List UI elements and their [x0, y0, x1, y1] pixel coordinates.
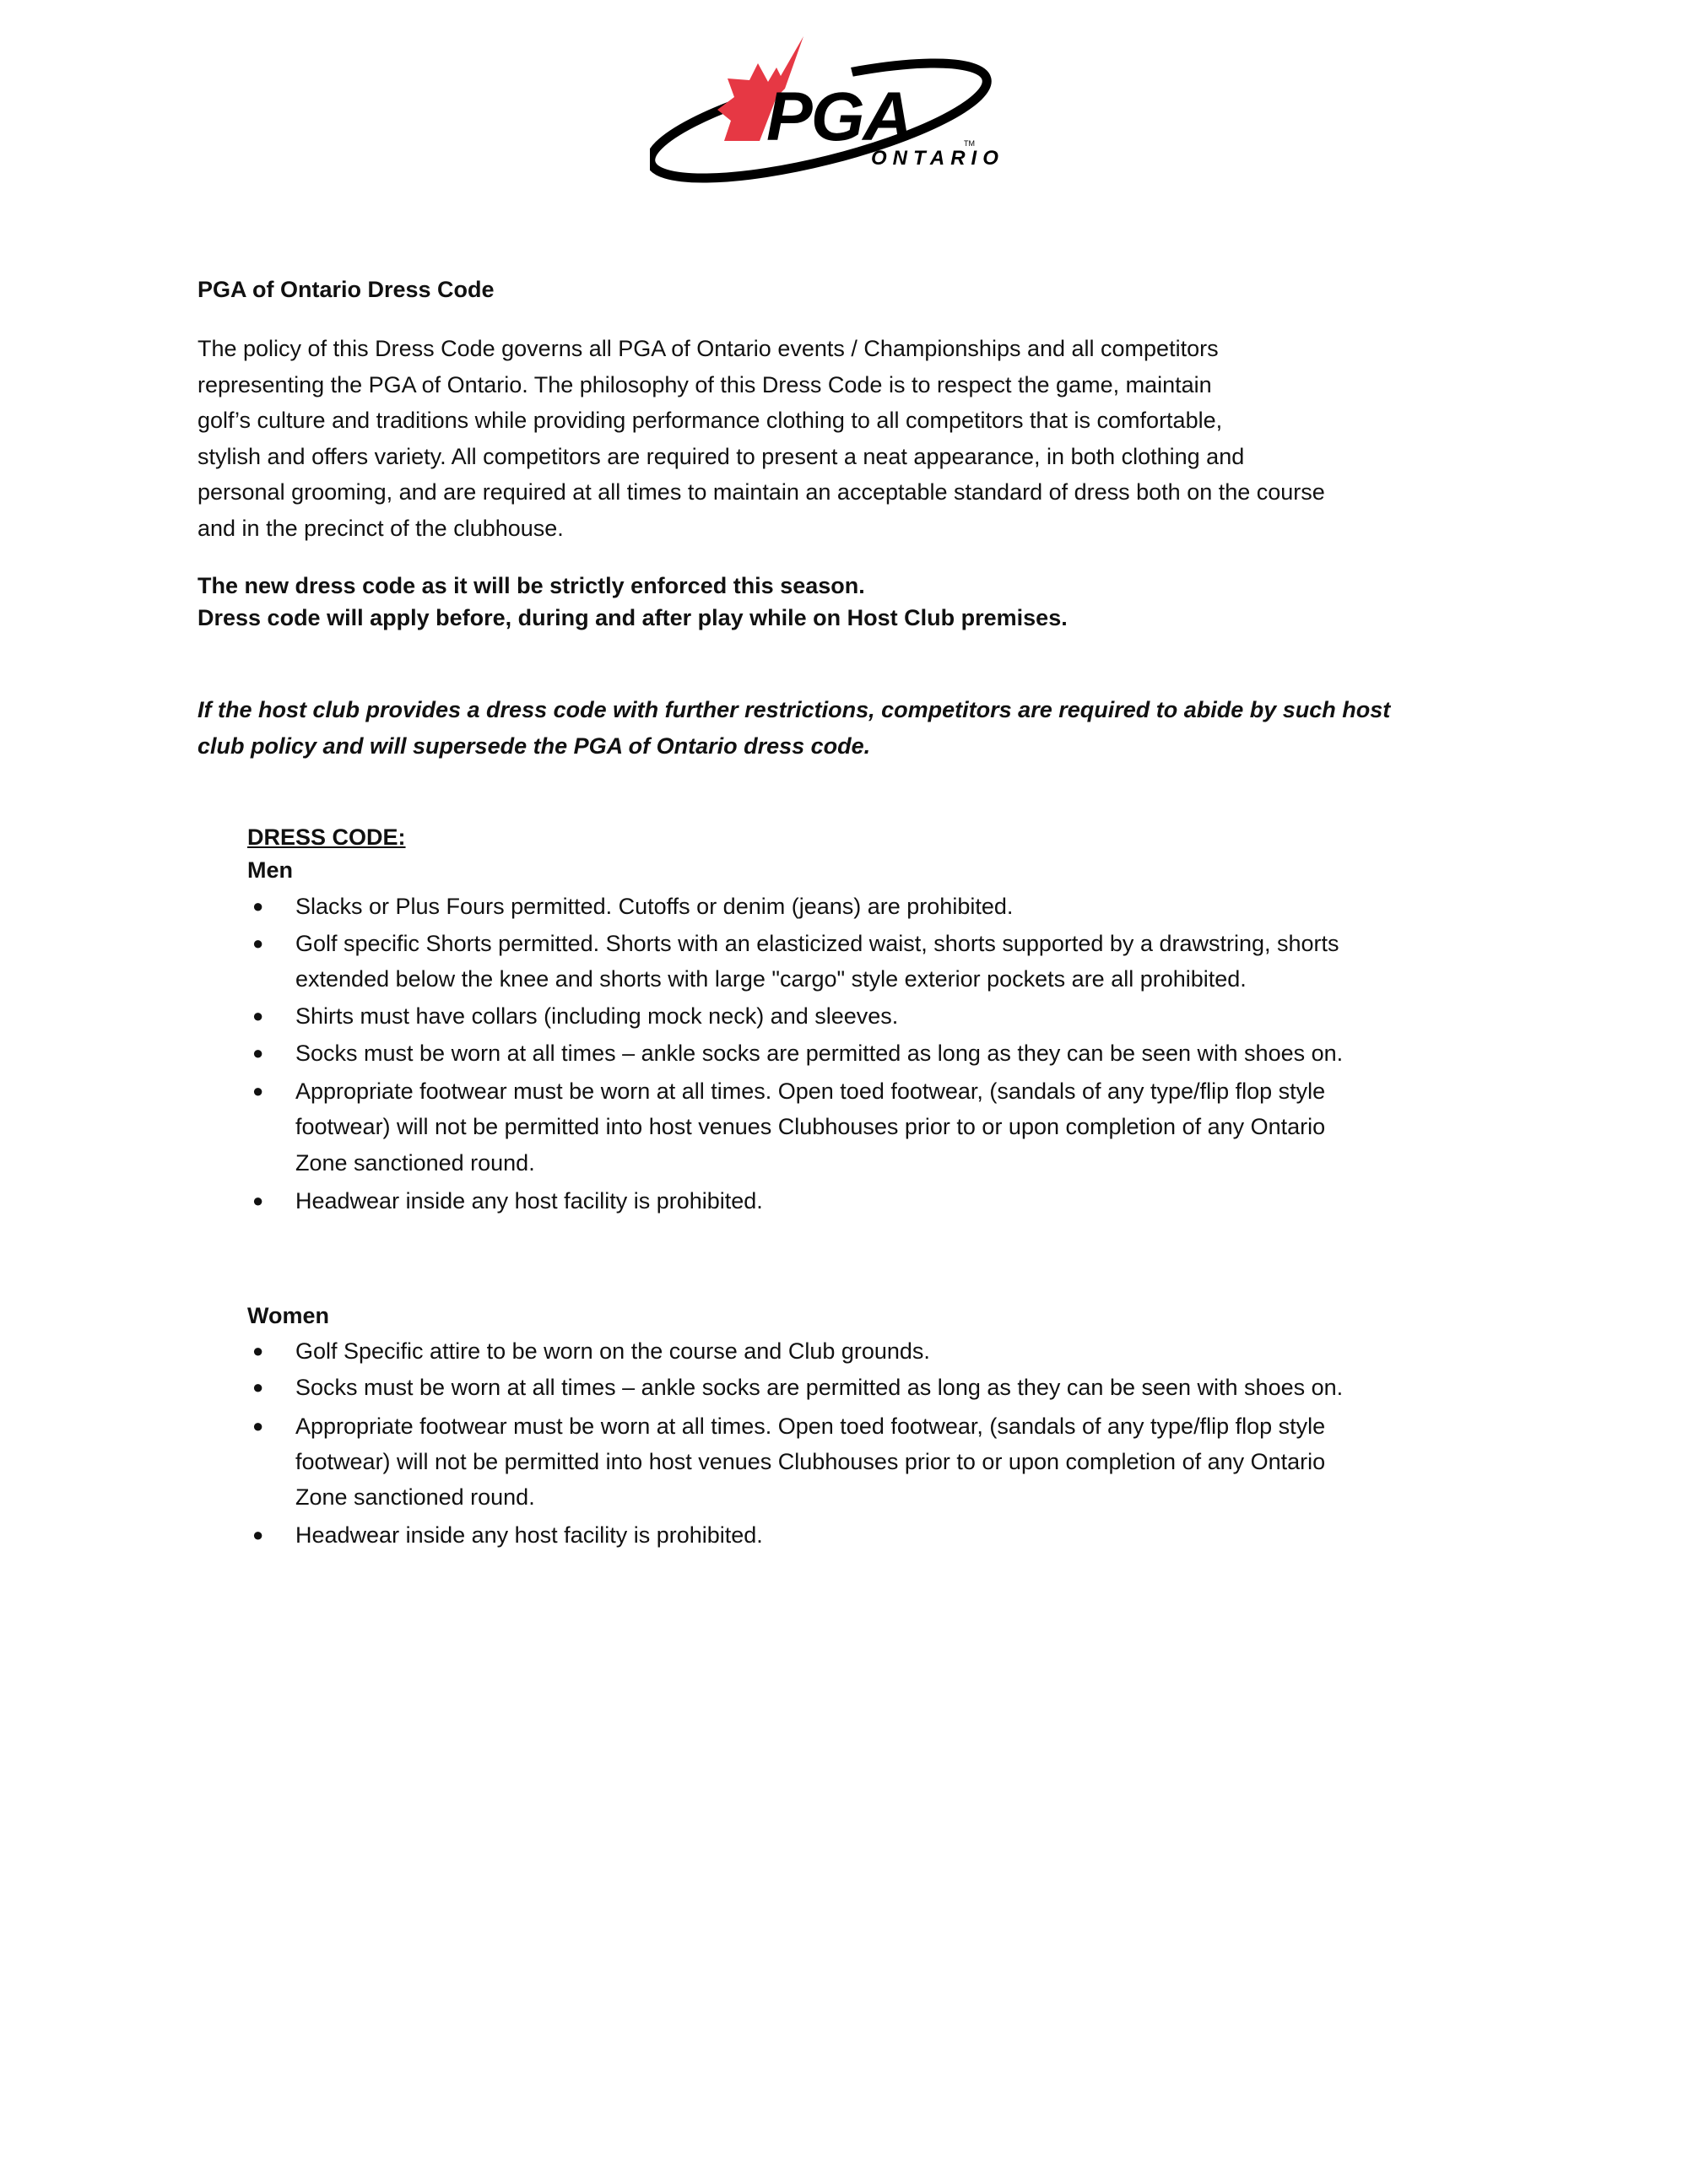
enforcement-notice-line: The new dress code as it will be strictly enforced this season. — [197, 573, 865, 598]
men-rule-item: Appropriate footwear must be worn at all times. Open toed footwear, (sandals of any type/flip flop style — [295, 1078, 1326, 1104]
men-rule-item: extended below the knee and shorts with large "cargo" style exterior pockets are all prohibited. — [295, 966, 1247, 992]
bullet-icon: ● — [252, 895, 264, 916]
document-title: PGA of Ontario Dress Code — [197, 277, 495, 302]
men-rule-item: Headwear inside any host facility is prohibited. — [295, 1188, 763, 1214]
women-rule-item: Socks must be worn at all times – ankle socks are permitted as long as they can be seen with shoes on. — [295, 1375, 1344, 1400]
bullet-icon: ● — [252, 1340, 264, 1361]
men-rule-item: Zone sanctioned round. — [295, 1150, 535, 1176]
logo-pga: PGA — [766, 78, 912, 155]
intro-paragraph-line: golf’s culture and traditions while providing performance clothing to all competitors that is comfortable, — [197, 408, 1223, 433]
women-rule-item: Headwear inside any host facility is prohibited. — [295, 1522, 763, 1548]
women-heading: Women — [247, 1303, 330, 1328]
women-rule-item: Golf Specific attire to be worn on the course and Club grounds. — [295, 1338, 930, 1364]
bullet-icon: ● — [252, 1005, 264, 1026]
bullet-icon: ● — [252, 1042, 264, 1063]
men-rule-item: Shirts must have collars (including mock neck) and sleeves. — [295, 1003, 899, 1029]
men-rule-item: Slacks or Plus Fours permitted. Cutoffs or denim (jeans) are prohibited. — [295, 894, 1014, 919]
intro-paragraph-line: The policy of this Dress Code governs all PGA of Ontario events / Championships and all competitors — [197, 336, 1219, 361]
women-rule-item: Appropriate footwear must be worn at all times. Open toed footwear, (sandals of any type/flip flop style — [295, 1414, 1326, 1439]
intro-paragraph-line: representing the PGA of Ontario. The philosophy of this Dress Code is to respect the game, maintain — [197, 372, 1212, 397]
intro-paragraph-line: stylish and offers variety. All competitors are required to present a neat appearance, in both clothing and — [197, 444, 1245, 469]
logo-ontario: ONTARIO — [871, 147, 1004, 170]
host-club-notice-line: If the host club provides a dress code with further restrictions, competitors are required to abide by such host — [197, 697, 1391, 722]
men-rule-item: Socks must be worn at all times – ankle socks are permitted as long as they can be seen with shoes on. — [295, 1041, 1344, 1066]
bullet-icon: ● — [252, 1190, 264, 1211]
host-club-notice-line: club policy and will supersede the PGA of Ontario dress code. — [197, 733, 871, 759]
logo-tm: TM — [964, 139, 975, 148]
intro-paragraph-line: and in the precinct of the clubhouse. — [197, 516, 564, 541]
dress-code-heading: DRESS CODE: — [247, 824, 406, 850]
bullet-icon: ● — [252, 1415, 264, 1436]
pga-ontario-logo — [650, 30, 1030, 198]
bullet-icon: ● — [252, 933, 264, 954]
bullet-icon: ● — [252, 1524, 264, 1545]
women-rule-item: Zone sanctioned round. — [295, 1484, 535, 1510]
enforcement-notice-line: Dress code will apply before, during and after play while on Host Club premises. — [197, 605, 1068, 630]
men-rule-item: Golf specific Shorts permitted. Shorts with an elasticized waist, shorts supported by a drawstring, shorts — [295, 931, 1339, 956]
men-heading: Men — [247, 857, 293, 883]
bullet-icon: ● — [252, 1376, 264, 1397]
women-rule-item: footwear) will not be permitted into host venues Clubhouses prior to or upon completion of any Ontario — [295, 1449, 1326, 1474]
men-rule-item: footwear) will not be permitted into host venues Clubhouses prior to or upon completion of any Ontario — [295, 1114, 1326, 1139]
bullet-icon: ● — [252, 1080, 264, 1101]
intro-paragraph-line: personal grooming, and are required at all times to maintain an acceptable standard of dress both on the course — [197, 479, 1325, 505]
